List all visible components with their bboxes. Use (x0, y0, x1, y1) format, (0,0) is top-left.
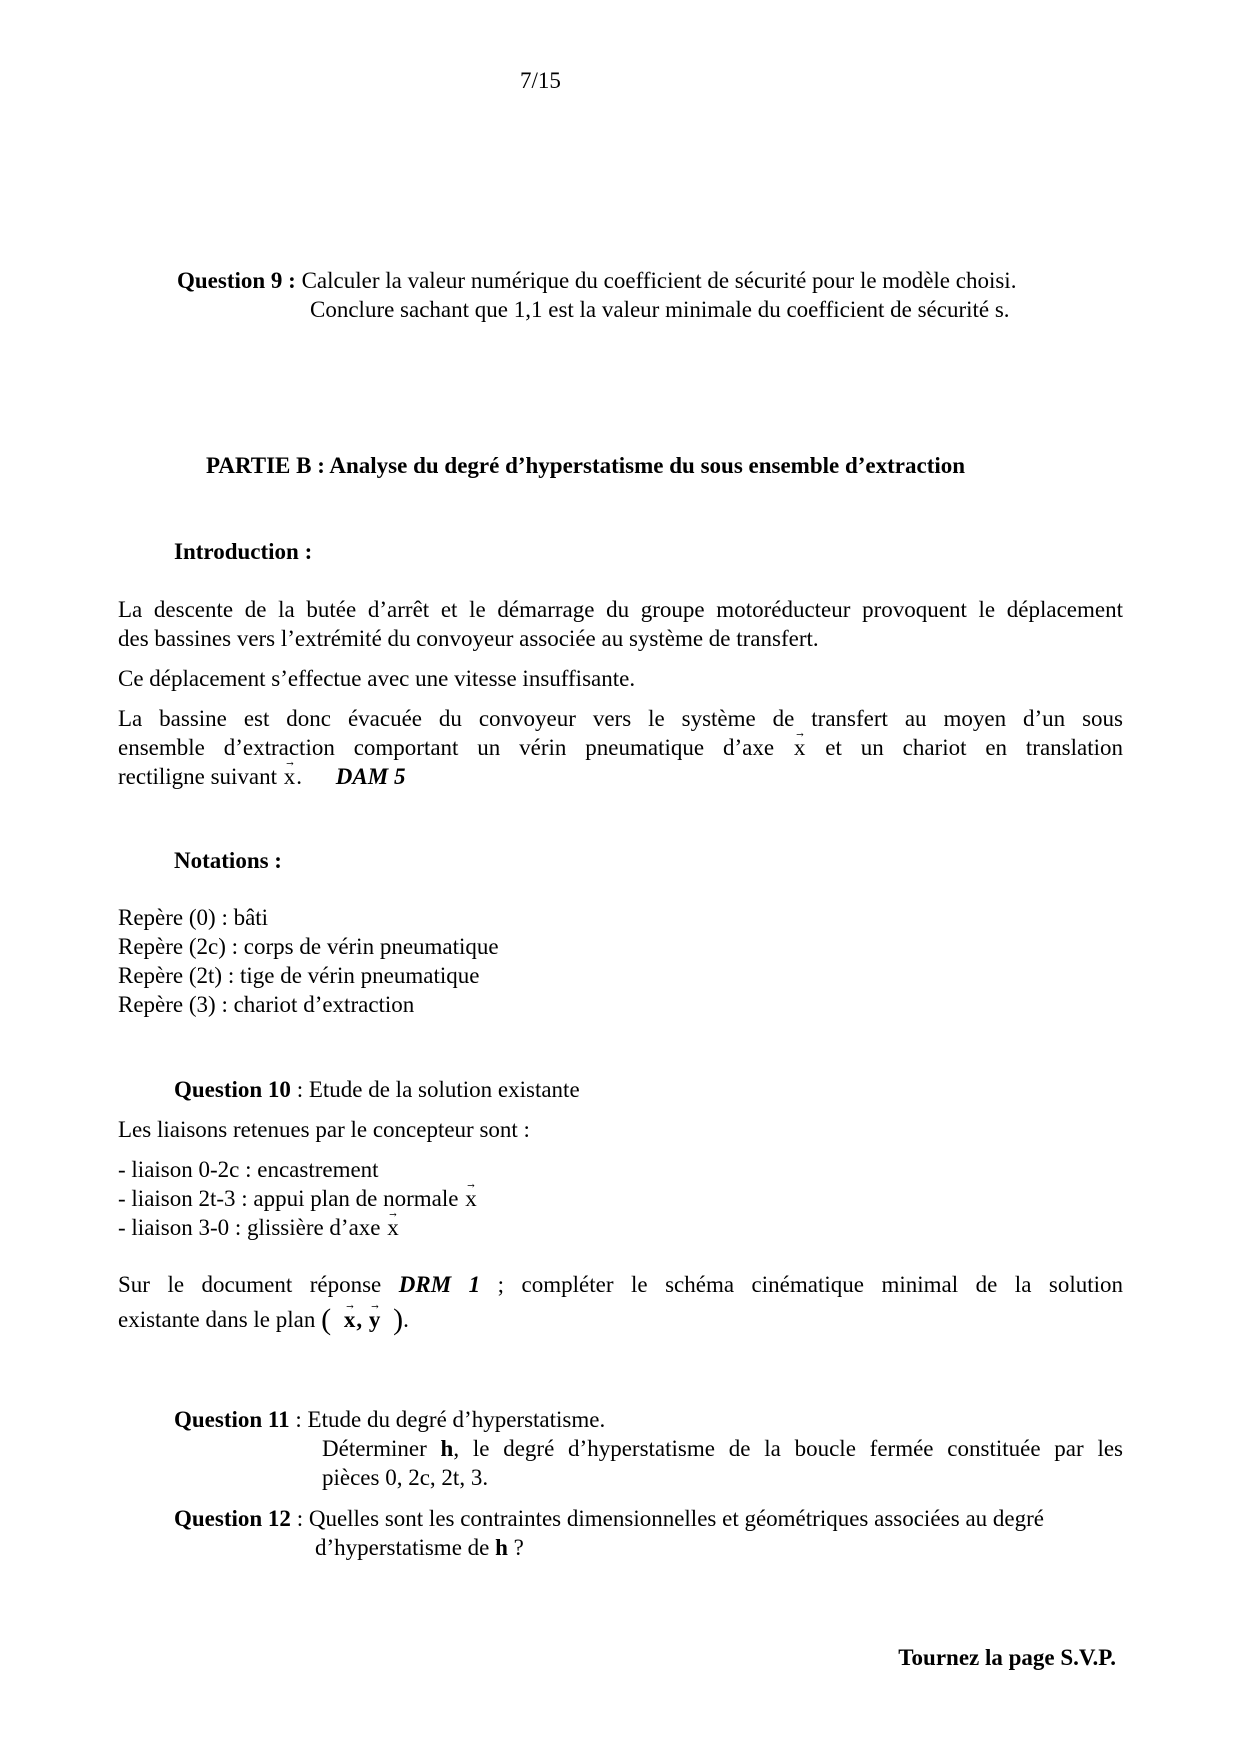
question-10-label: Question 10 (174, 1077, 291, 1102)
question-11-line2-b: , le degré d’hyperstatisme de la boucle fermée constituée par les (453, 1436, 1123, 1461)
intro-p3-line1: La bassine est donc évacuée du convoyeur vers le système de transfert au moyen d’un sous (118, 706, 1123, 731)
question-10-task-line2-text: existante dans le plan (118, 1307, 316, 1332)
question-12-line2-b: ? (507, 1535, 524, 1560)
y-vector: → y (368, 1305, 382, 1334)
intro-heading: Introduction : (174, 539, 313, 564)
plane-open-paren: ( (321, 1303, 332, 1336)
x-vector: → x (343, 1305, 357, 1334)
plane-close-paren: ) (393, 1303, 404, 1336)
question-9 (177, 266, 1016, 295)
question-11 (174, 1405, 605, 1434)
notation-item: Repère (2c) : corps de vérin pneumatique (118, 934, 499, 959)
intro-p1-line2: des bassines vers l’extrémité du convoyeur associée au système de transfert. (118, 626, 819, 651)
intro-p3-line2-b: et un chariot en translation (825, 735, 1124, 760)
liaison-0-2c: - liaison 0-2c : encastrement (118, 1157, 379, 1182)
question-10-task-b: ; compléter le schéma cinématique minimal de la solution (497, 1272, 1124, 1297)
intro-p3-line3-a: rectiligne suivant (118, 764, 278, 789)
liaison-2t-3 (118, 1184, 478, 1213)
question-11-line2-a: Déterminer (322, 1436, 427, 1461)
part-b-title: PARTIE B : Analyse du degré d’hyperstatisme du sous ensemble d’extraction (206, 453, 966, 478)
liaison-3-0 (118, 1213, 400, 1242)
question-11-line2 (322, 1434, 1123, 1463)
question-12-label: Question 12 (174, 1506, 291, 1531)
question-11-line3: pièces 0, 2c, 2t, 3. (322, 1465, 489, 1490)
notation-item: Repère (2t) : tige de vérin pneumatique (118, 963, 480, 988)
page-number: 7/15 (520, 68, 561, 93)
intro-p2: Ce déplacement s’effectue avec une vitesse insuffisante. (118, 666, 636, 691)
question-12 (174, 1504, 1044, 1533)
x-vector: → x (464, 1184, 478, 1213)
question-9-line1: Calculer la valeur numérique du coefficient de sécurité pour le modèle choisi. (301, 268, 1017, 293)
plane-separator: , (356, 1307, 363, 1332)
intro-p3-line2 (118, 733, 1123, 762)
footer-turn-page: Tournez la page S.V.P. (898, 1645, 1116, 1670)
question-11-title: : Etude du degré d’hyperstatisme. (289, 1407, 606, 1432)
notation-item: Repère (3) : chariot d’extraction (118, 992, 415, 1017)
question-10-task-line2 (118, 1305, 409, 1334)
x-vector: → x (283, 762, 297, 791)
question-10-task-a: Sur le document réponse (118, 1272, 382, 1297)
intro-p3-line2-a: ensemble d’extraction comportant un vérin pneumatique d’axe (118, 735, 775, 760)
question-10 (174, 1075, 580, 1104)
question-9-line2: Conclure sachant que 1,1 est la valeur minimale du coefficient de sécurité s. (310, 297, 1010, 322)
question-9-label: Question 9 : (177, 268, 296, 293)
dam-reference: DAM 5 (335, 764, 406, 789)
notation-item: Repère (0) : bâti (118, 905, 269, 930)
intro-p3-line3 (118, 762, 405, 791)
question-10-title: : Etude de la solution existante (290, 1077, 580, 1102)
liaison-2t-3-text: - liaison 2t-3 : appui plan de normale (118, 1186, 459, 1211)
question-12-line2 (315, 1533, 524, 1562)
question-12-line2-a: d’hyperstatisme de (315, 1535, 490, 1560)
notations-heading: Notations : (174, 848, 282, 873)
question-11-label: Question 11 (174, 1407, 290, 1432)
x-vector: → x (386, 1213, 400, 1242)
question-12-h: h (495, 1535, 508, 1560)
intro-p3-line3-b: . (296, 764, 303, 789)
question-10-task-line1 (118, 1270, 1123, 1299)
liaison-3-0-text: - liaison 3-0 : glissière d’axe (118, 1215, 381, 1240)
drm-reference: DRM 1 (398, 1272, 481, 1297)
question-10-intro: Les liaisons retenues par le concepteur sont : (118, 1117, 530, 1142)
plane-period: . (403, 1307, 409, 1332)
question-11-h: h (440, 1436, 454, 1461)
x-vector: → x (793, 733, 807, 762)
question-12-line1: : Quelles sont les contraintes dimensionnelles et géométriques associées au degré (290, 1506, 1044, 1531)
intro-p1-line1: La descente de la butée d’arrêt et le démarrage du groupe motoréducteur provoquent le déplacement (118, 597, 1123, 622)
